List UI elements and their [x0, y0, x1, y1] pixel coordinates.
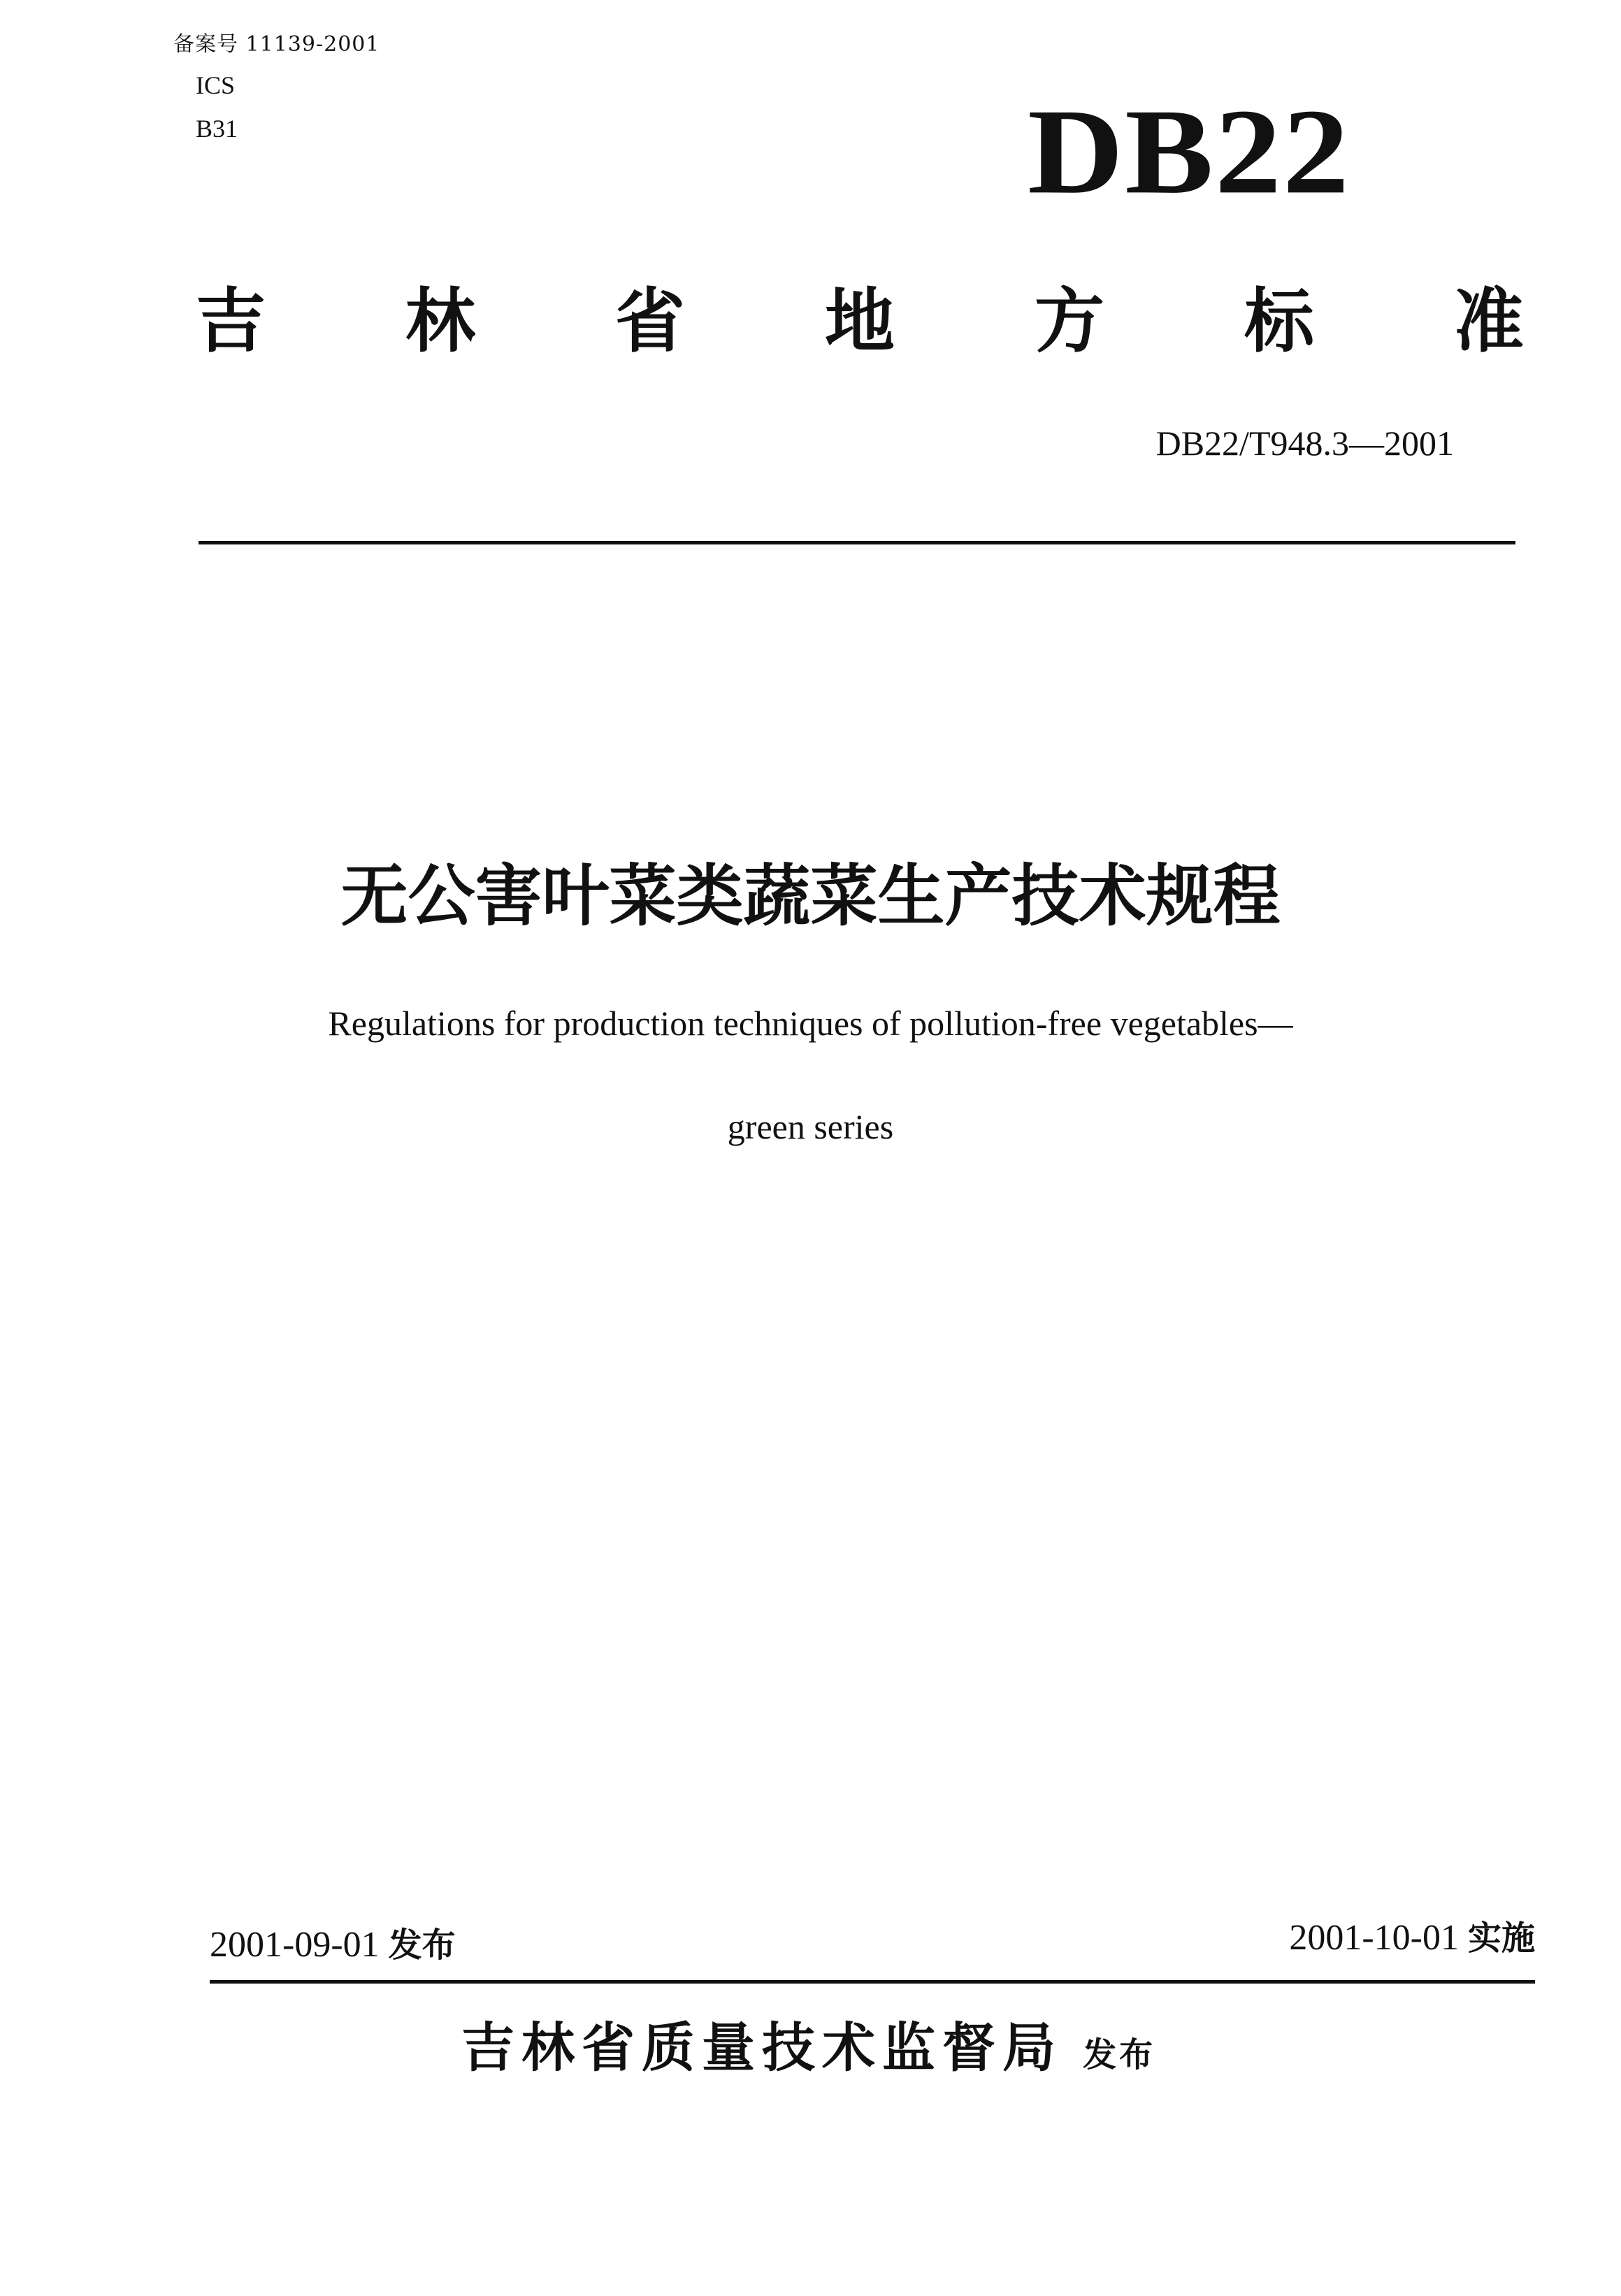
standard-type-char: 标 — [1244, 280, 1314, 362]
filing-number: 备案号 11139-2001 — [173, 32, 380, 57]
standard-type-char: 地 — [825, 280, 895, 362]
standard-number: DB22/T948.3—2001 — [1155, 424, 1454, 463]
issue-date — [210, 1921, 456, 1970]
issue-date-value: 2001-09-01 — [210, 1925, 380, 1965]
header-divider — [199, 541, 1515, 544]
standard-prefix-code: DB22 — [1028, 84, 1350, 219]
title-english-line-1: Regulations for production techniques of pollution-free vegetables— — [328, 1004, 1293, 1043]
implementation-date-label: 实施 — [1467, 1919, 1535, 1958]
footer-divider — [210, 1980, 1535, 1984]
issue-date-label: 发布 — [388, 1926, 456, 1965]
standard-type-char: 方 — [1035, 280, 1104, 362]
standard-type-char: 吉 — [196, 280, 266, 362]
implementation-date-value: 2001-10-01 — [1289, 1918, 1459, 1958]
ics-code: ICS — [196, 71, 236, 99]
implementation-date — [1188, 1914, 1535, 1963]
standard-type-char: 林 — [405, 280, 475, 362]
ccs-code: B31 — [196, 115, 238, 143]
issuer-name: 吉林省质量技术监督局 — [461, 2016, 1062, 2079]
standard-type-char: 准 — [1454, 280, 1524, 362]
issuing-authority — [461, 2013, 1155, 2090]
title-chinese: 无公害叶菜类蔬菜生产技术规程 — [340, 857, 1281, 935]
standard-type-heading — [196, 280, 1524, 363]
issuer-suffix: 发布 — [1083, 2035, 1156, 2074]
title-english-line-2: green series — [727, 1107, 894, 1146]
standard-type-char: 省 — [615, 280, 685, 362]
